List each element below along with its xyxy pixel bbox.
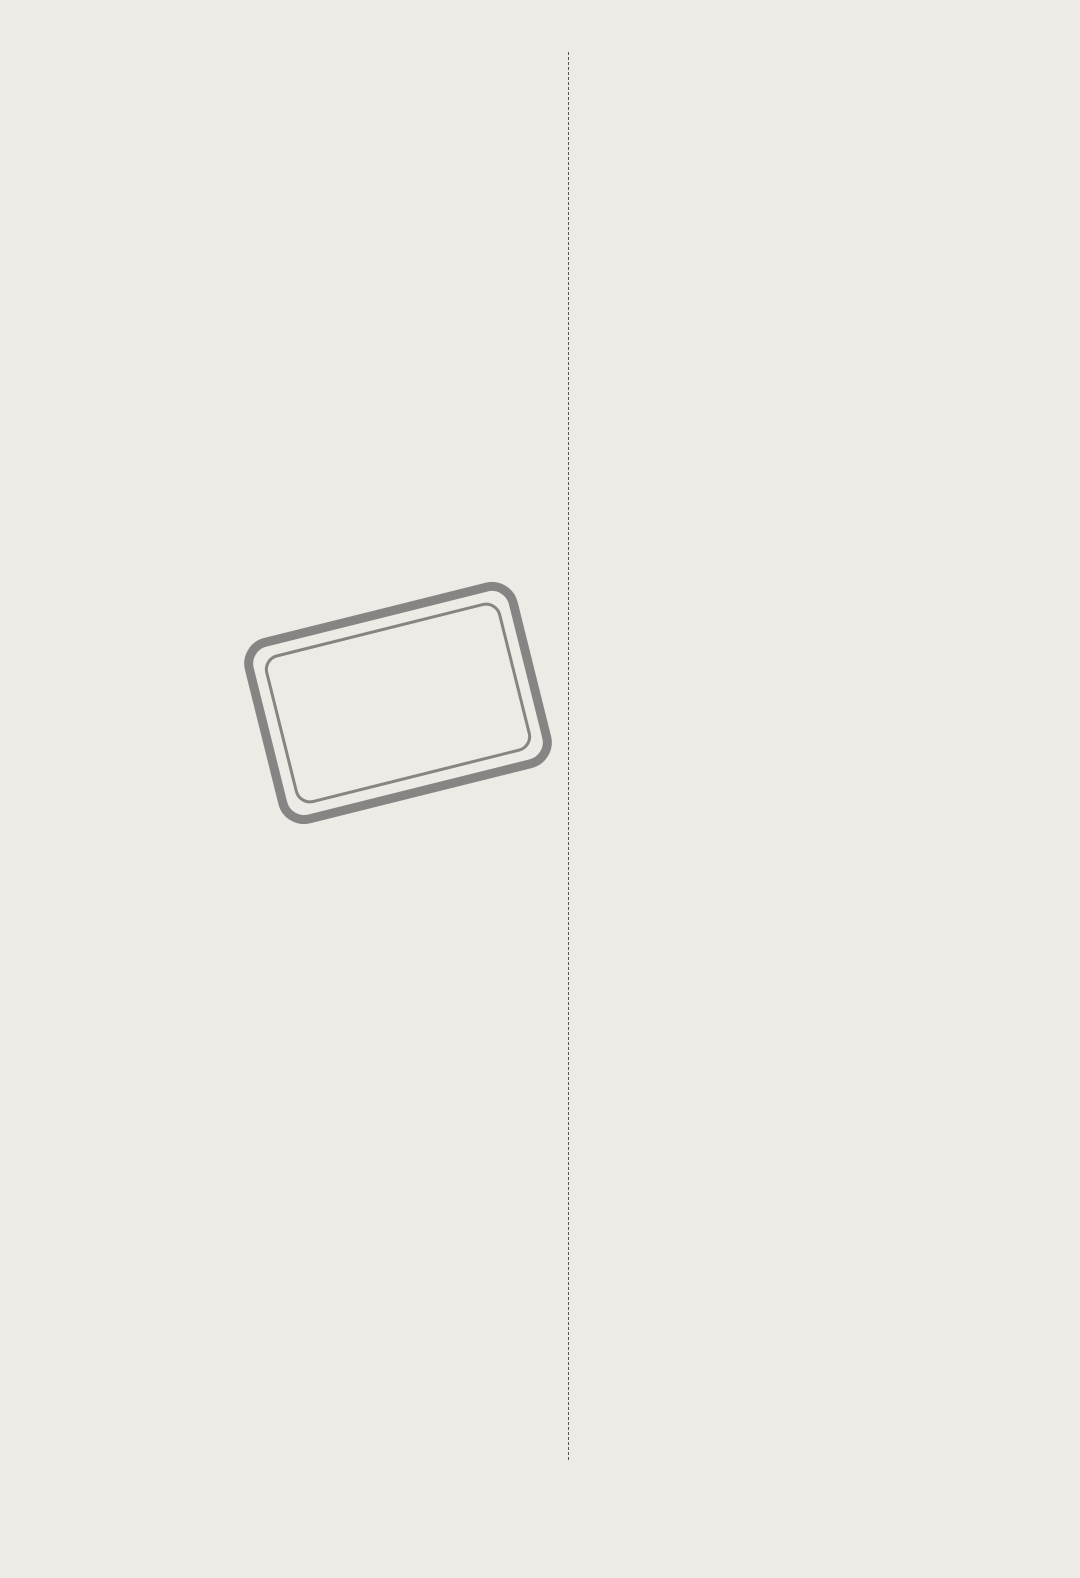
- column-divider: [568, 52, 569, 1460]
- corner-watermark: [900, 1512, 1070, 1572]
- stamp-watermark: [227, 565, 569, 841]
- left-column: [70, 50, 540, 84]
- section-title: [70, 52, 540, 82]
